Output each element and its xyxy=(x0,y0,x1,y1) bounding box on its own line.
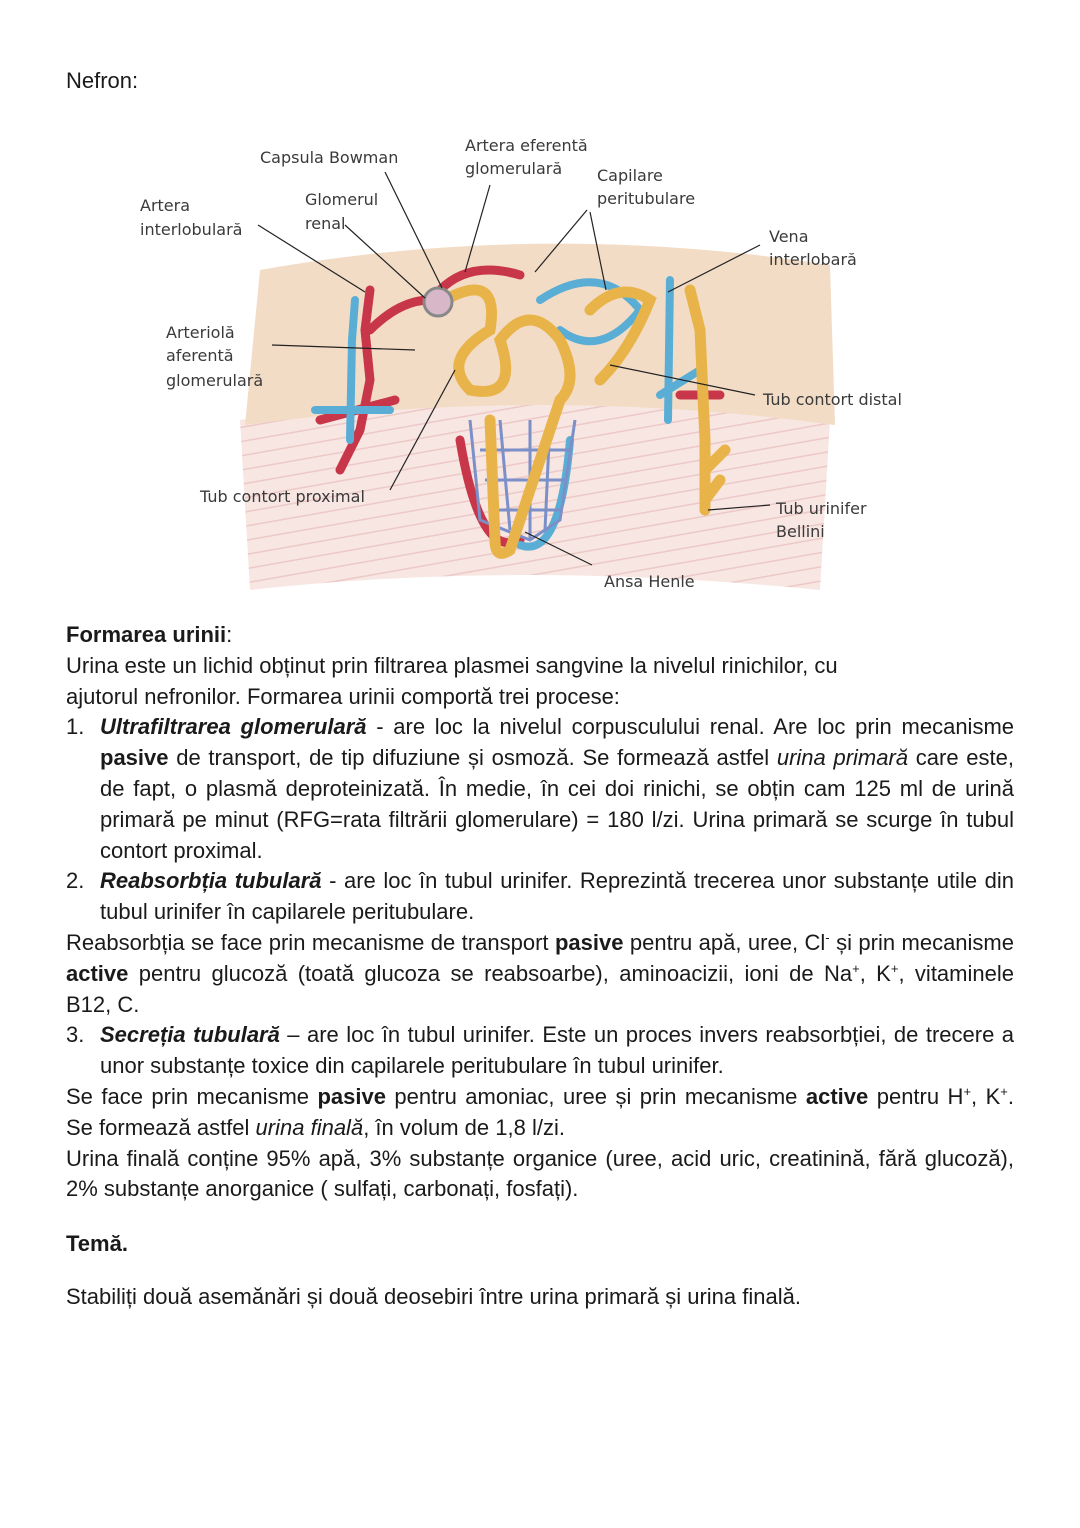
label-tub-distal: Tub contort distal xyxy=(763,390,902,409)
section-heading: Formarea urinii: xyxy=(66,622,233,647)
label-ansa-henle: Ansa Henle xyxy=(604,572,695,591)
label-capilare-2: peritubulare xyxy=(597,189,696,208)
list-item-reabsorption: 2. Reabsorbția tubulară - are loc în tubul urinifer. Reprezintă trecerea unor substanțe utile din tubul urinifer în capilarele peritubulare. xyxy=(66,868,1014,925)
label-capsula-bowman: Capsula Bowman xyxy=(260,148,399,167)
label-vena-2: interlobară xyxy=(769,250,857,269)
label-tub-proximal: Tub contort proximal xyxy=(200,487,365,506)
nephron-diagram xyxy=(0,120,1080,610)
final-urine-paragraph: Urina finală conține 95% apă, 3% substanțe organice (uree, acid uric, creatinină, fără glucoză), 2% substanțe anorganice ( sulfați, carbonați, fosfați). xyxy=(66,1145,1014,1202)
label-tub-urinifer: Tub urinifer xyxy=(776,499,867,518)
glomerulus xyxy=(424,288,452,316)
label-glomerul-2: renal xyxy=(305,214,346,233)
label-vena: Vena xyxy=(769,227,809,246)
label-artera-eferenta-2: glomerulară xyxy=(465,159,563,178)
list-item-ultrafiltration: 1. Ultrafiltrarea glomerulară - are loc la nivelul corpusculului renal. Are loc prin mecanisme pasive de transport, de tip difuziune și osmoză. Se formează astfel urina primară care este, de fapt, o plasmă deproteinizată. În medie, în cei doi rinichi, se obțin cam 125 ml de urină primară pe minut (RFG=rata filtrării glomerulare) = 180 l/zi. Urina primară se scurge în tubul contort proximal. xyxy=(66,714,1015,863)
label-artera-interlobulara-2: interlobulară xyxy=(140,220,243,239)
secretion-paragraph: Se face prin mecanisme pasive pentru amoniac, uree și prin mecanisme active pentru H+, K+. Se formează astfel urina finală, în volum de 1,8 l/zi. xyxy=(66,1083,1014,1140)
intro-line-2: ajutorul nefronilor. Formarea urinii comportă trei procese: xyxy=(66,683,620,709)
homework-heading: Temă. xyxy=(66,1231,128,1256)
label-arteriola: Arteriolă xyxy=(166,323,235,342)
label-tub-urinifer-2: Bellini xyxy=(776,522,825,541)
label-artera-interlobulara: Artera xyxy=(140,196,191,215)
page-title: Nefron: xyxy=(66,68,139,93)
label-glomerul: Glomerul xyxy=(305,190,379,209)
label-arteriola-3: glomerulară xyxy=(166,371,264,390)
label-capilare: Capilare xyxy=(597,166,663,185)
reabsorption-paragraph: Reabsorbția se face prin mecanisme de transport pasive pentru apă, uree, Cl- și prin mecanisme active pentru glucoză (toată glucoza se reabsoarbe), aminoacizii, ioni de Na+, K+, vitaminele B12, C. xyxy=(66,929,1014,1017)
list-item-secretion: 3. Secreția tubulară – are loc în tubul urinifer. Este un proces invers reabsorbției, de trecere a unor substanțe toxice din capilarele peritubulare în tubul urinifer. xyxy=(66,1022,1014,1079)
intro-line-1: Urina este un lichid obținut prin filtrarea plasmei sangvine la nivelul rinichilor, cu xyxy=(66,652,838,678)
homework-text: Stabiliți două asemănări și două deosebiri între urina primară și urina finală. xyxy=(66,1284,801,1309)
formation-section xyxy=(66,620,1014,1205)
cortex-region xyxy=(245,244,835,425)
label-artera-eferenta: Artera eferentă xyxy=(465,136,588,155)
label-arteriola-2: aferentă xyxy=(166,346,234,365)
